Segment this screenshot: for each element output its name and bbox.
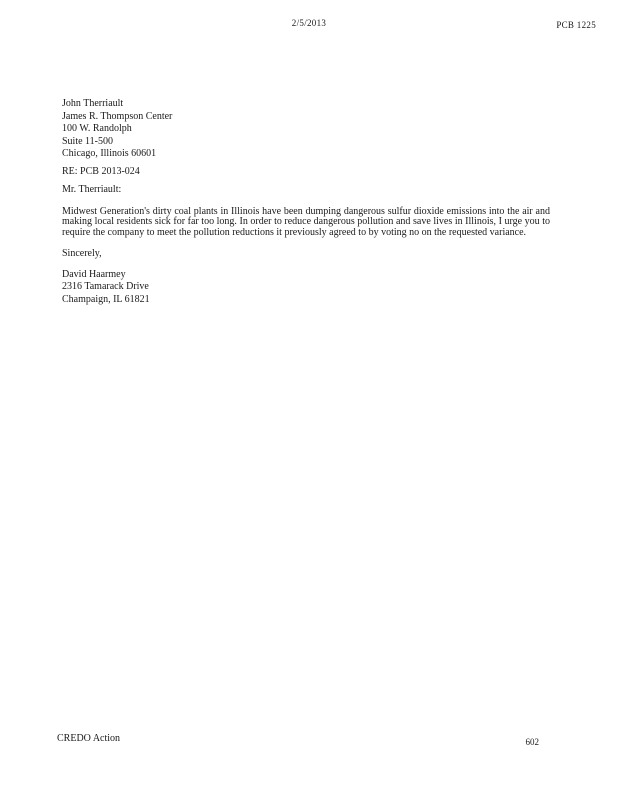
letter-body [62, 98, 550, 306]
sender-name: David Haarmey [62, 268, 126, 280]
reference-line: RE: PCB 2013-024 [62, 165, 140, 177]
recipient-street: 100 W. Randolph [62, 123, 132, 134]
recipient-suite: Suite 11-500 [62, 135, 114, 147]
closing: Sincerely, [62, 248, 102, 259]
letter-paragraph: Midwest Generation's dirty coal plants in Illinois have been dumping dangerous sulfur dioxide emissions into the air and making local residents sick for far too long. In order to reduce dangerous pollution and save lives in Illinois, I urge you to require the company to meet the pollution reductions it previously agreed to by voting no on the requested variance. [62, 205, 550, 238]
recipient-name: John Therriault [62, 98, 124, 109]
sender-city: Champaign, IL 61821 [62, 293, 150, 305]
footer-organization: CREDO Action [57, 733, 121, 744]
footer-page-number: 602 [525, 737, 539, 747]
sender-street: 2316 Tamarack Drive [62, 281, 149, 292]
salutation: Mr. Therriault: [62, 184, 122, 195]
header-document-id: PCB 1225 [556, 20, 596, 30]
sender-address [62, 269, 550, 307]
recipient-building: James R. Thompson Center [62, 110, 173, 122]
recipient-address [62, 98, 550, 161]
header-date: 2/5/2013 [291, 18, 327, 28]
recipient-city: Chicago, Illinois 60601 [62, 148, 157, 159]
